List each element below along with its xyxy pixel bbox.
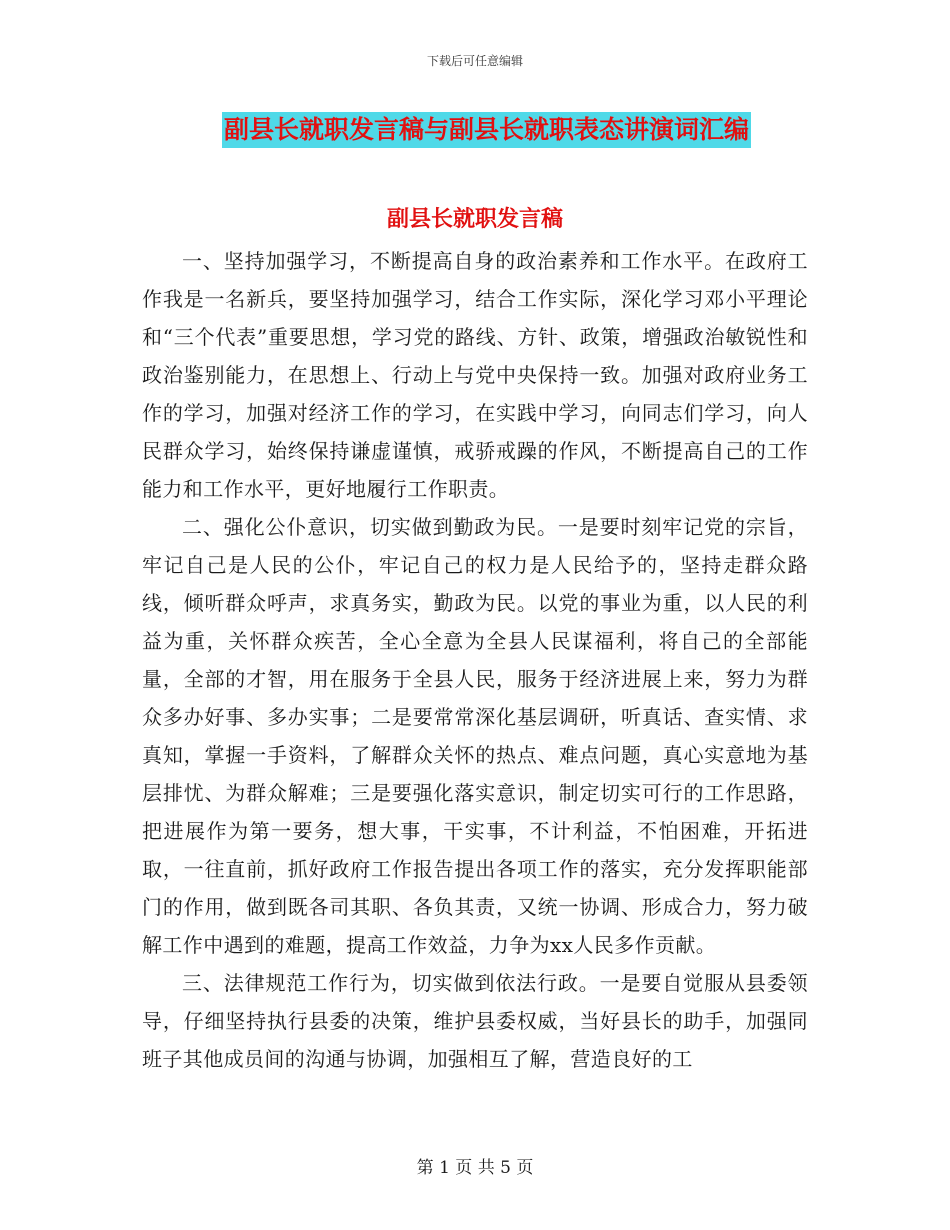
document-title: 副县长就职发言稿与副县长就职表态讲演词汇编 bbox=[222, 112, 751, 148]
page-header-note: 下载后可任意编辑 bbox=[426, 54, 523, 68]
paragraph-3: 三、法律规范工作行为，切实做到依法行政。一是要自觉服从县委领导，仔细坚持执行县委的决策，维护县委权威，当好县长的助手，加强同班子其他成员间的沟通与协调，加强相互了解，营造良好的工 bbox=[142, 971, 808, 1071]
page-number: 第 1 页 共 5 页 bbox=[416, 1158, 534, 1178]
document-body bbox=[142, 242, 808, 1078]
section-title: 副县长就职发言稿 bbox=[386, 206, 563, 232]
paragraph-2: 二、强化公仆意识，切实做到勤政为民。一是要时刻牢记党的宗旨，牢记自己是人民的公仆，牢记自己的权力是人民给予的，坚持走群众路线，倾听群众呼声，求真务实，勤政为民。以党的事业为重，以人民的利益为重，关怀群众疾苦，全心全意为全县人民谋福利，将自己的全部能量，全部的才智，用在服务于全县人民，服务于经济进展上来，努力为群众多办好事、多办实事；二是要常常深化基层调研，听真话、查实情、求真知，掌握一手资料，了解群众关怀的热点、难点问题，真心实意地为基层排忧、为群众解难；三是要强化落实意识，制定切实可行的工作思路，把进展作为第一要务，想大事，干实事，不计利益，不怕困难，开拓进取，一往直前，抓好政府工作报告提出各项工作的落实，充分发挥职能部门的作用，做到既各司其职、各负其责，又统一协调、形成合力，努力破解工作中遇到的难题，提高工作效益，力争为xx人民多作贡献。 bbox=[142, 515, 808, 957]
paragraph-1: 一、坚持加强学习，不断提高自身的政治素养和工作水平。在政府工作我是一名新兵，要坚持加强学习，结合工作实际，深化学习邓小平理论和“三个代表”重要思想，学习党的路线、方针、政策，增强政治敏锐性和政治鉴别能力，在思想上、行动上与党中央保持一致。加强对政府业务工作的学习，加强对经济工作的学习，在实践中学习，向同志们学习，向人民群众学习，始终保持谦虚谨慎，戒骄戒躁的作风，不断提高自己的工作能力和工作水平，更好地履行工作职责。 bbox=[142, 249, 808, 501]
